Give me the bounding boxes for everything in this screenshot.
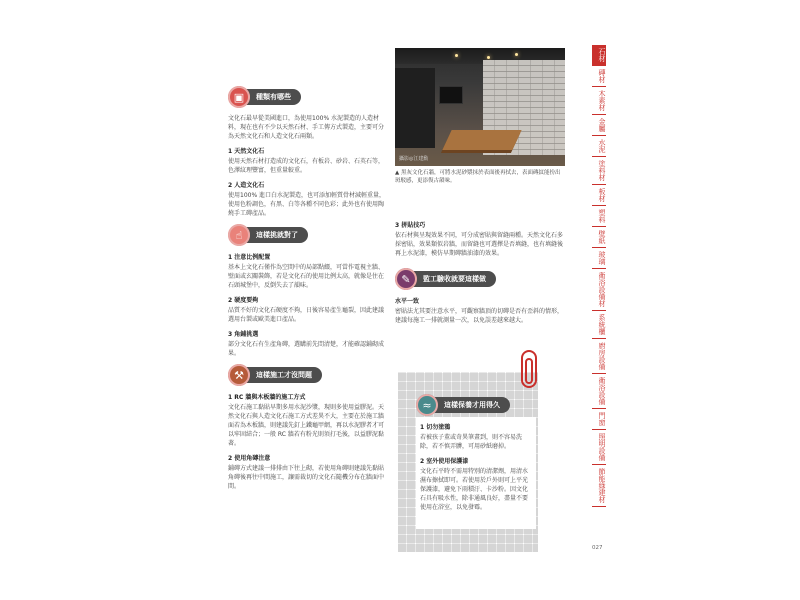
paragraph: 若被孩子董或奇異筆畫到，則不容易洗除，若不慎弄髒，可用砂紙磨掉。 (420, 434, 523, 450)
middle-column (395, 48, 565, 329)
hammer-icon: ⚒ (228, 364, 250, 386)
left-column (228, 80, 388, 495)
subheading: 1 切勿塗鴉 (420, 424, 451, 431)
tab-bath-material[interactable]: 衛浴設備材 (592, 269, 606, 311)
paragraph: 使用100% 進口白水泥製造，也可添加輕質骨材減輕重量，使用色粉調色，有黑、白等各種不同色彩；此外也有使用陶燒手工磚產品。 (228, 192, 386, 217)
photo-caption: ▲ 黑灰文化石牆，可將水泥砂漿抹於表面後再拭去，表面磚紋能扮出斑駁感，更添復古韻味。 (395, 170, 561, 184)
section-title: 這樣挑就對了 (244, 227, 308, 243)
page-number: 027 (592, 545, 603, 551)
subheading: 1 注意比例配置 (228, 254, 271, 261)
wrench-icon: ✎ (395, 268, 417, 290)
paragraph: 文化石平時不需用特別的清潔劑，用清水濕布擦拭即可。若使用於戶外則可上平光保護漆，避免下雨積汙、卡沙粉。因文化石具有吸水性，除非通風良好，盡量不要使用在浴室，以免發霉。 (420, 468, 529, 511)
care-tip-content (416, 417, 536, 529)
subheading: 2 人造文化石 (228, 182, 265, 189)
subheading: 1 RC 牆與木板牆的施工方式 (228, 394, 306, 401)
tab-metal[interactable]: 金屬 (592, 115, 606, 136)
tab-cement[interactable]: 水泥 (592, 136, 606, 157)
section-title: 種類有哪些 (244, 89, 301, 105)
subheading: 2 使用角磚注意 (228, 455, 271, 462)
tab-plastic[interactable]: 塑料 (592, 206, 606, 227)
section-header-types (228, 86, 388, 108)
tab-doors[interactable]: 門窗 (592, 409, 606, 430)
tab-stone[interactable]: 石材 (592, 45, 606, 66)
tab-wallpaper[interactable]: 壁紙 (592, 227, 606, 248)
paragraph: 文化石施工黏貼早期多用水泥沙漿，現則多使用益膠泥。天然文化石與人造文化石施工方式差異不大，主要在於施工牆面若為木板牆，則建議先釘上鐵龜甲網，再以水泥膠者才可以牢固結合；一般 RC 牆若有粉光則須打毛後，以益膠泥黏著。 (228, 404, 385, 447)
paragraph: 使用天然石材打造成的文化石，有板岩、砂岩、石英石等，色澤紋理豐富，但重量較重。 (228, 158, 385, 174)
chapter-tabs (592, 45, 606, 507)
photo-credit: 攝影◎江建勳 (399, 156, 429, 162)
section-title: 這樣施工才沒問題 (244, 367, 322, 383)
tab-glass[interactable]: 玻璃 (592, 248, 606, 269)
paragraph: 鋪磚方式建議一排排由下往上砌，若使用角磚則建議先黏貼角磚後再往中間施工，讓需裁切的文化石隨機分布在牆面中間。 (228, 465, 385, 490)
tab-lighting[interactable]: 照明設備 (592, 430, 606, 465)
subheading: 水平一致 (395, 298, 420, 305)
tab-board[interactable]: 板材 (592, 185, 606, 206)
tab-wood[interactable]: 木素材 (592, 87, 606, 115)
subheading: 1 天然文化石 (228, 148, 265, 155)
paragraph: 部分文化石有生產角磚，選購前先問清楚，才能確認鋪砌成果。 (228, 341, 385, 357)
section-header-choose (228, 224, 388, 246)
tab-bath-equipment[interactable]: 衛浴設備 (592, 374, 606, 409)
paragraph: 密貼法尤其要注意水平，可觀察牆頂的切磚是否有歪斜的情形，建議每施工一排就測量一次，以免誤差越來越大。 (395, 308, 564, 324)
section-title: 監工驗收就要這樣做 (411, 271, 496, 287)
section-header-care (416, 394, 510, 416)
subheading: 2 室外使用保護漆 (420, 458, 469, 465)
subheading: 3 拼貼技巧 (395, 222, 426, 229)
water-waves-icon: ≈ (416, 394, 438, 416)
subheading: 3 角鋪挑選 (228, 331, 259, 338)
paragraph: 基本上文化石僅作為空間中的局部點綴，可當作電視主牆、壁面或玄關裝飾，若是文化石的使用比例太高，就像是住在石頭城堡中，反倒失去了韻味。 (228, 264, 385, 289)
stone-icon: ▣ (228, 86, 250, 108)
paperclip-icon (521, 350, 537, 388)
interior-photo (395, 48, 565, 166)
hand-pointer-icon: ☝ (228, 224, 250, 246)
paragraph: 依石材與呈現效果不同，可分成密貼與留縫兩種。天然文化石多採密貼，效果類似岩牆，而留縫也可選擇是否填縫，也有填縫後再上水泥漆，模仿早期磚牆油漆的效果。 (395, 232, 564, 257)
section-header-inspection (395, 268, 565, 290)
paragraph: 文化石最早從美國進口，為使用100% 水泥製造的人造材料，現在也有不少以天然石材、手工傳方式製造，主要可分為天然文化石和人造文化石兩類。 (228, 115, 385, 140)
section-header-issues (228, 364, 388, 386)
subheading: 2 硬度要夠 (228, 297, 259, 304)
tab-paint[interactable]: 塗料材 (592, 157, 606, 185)
tab-system-cabinet[interactable]: 系統櫃 (592, 311, 606, 339)
tab-green[interactable]: 節能綠建材 (592, 465, 606, 507)
tab-brick[interactable]: 磚材 (592, 66, 606, 87)
care-tip-box (398, 372, 538, 552)
paragraph: 品質不好的文化石硬度不夠，日後容易產生龜裂，因此建議選用台製或歐美進口產品。 (228, 307, 385, 323)
tab-kitchen[interactable]: 廚房設備 (592, 339, 606, 374)
section-title: 這樣保養才用得久 (432, 397, 510, 413)
